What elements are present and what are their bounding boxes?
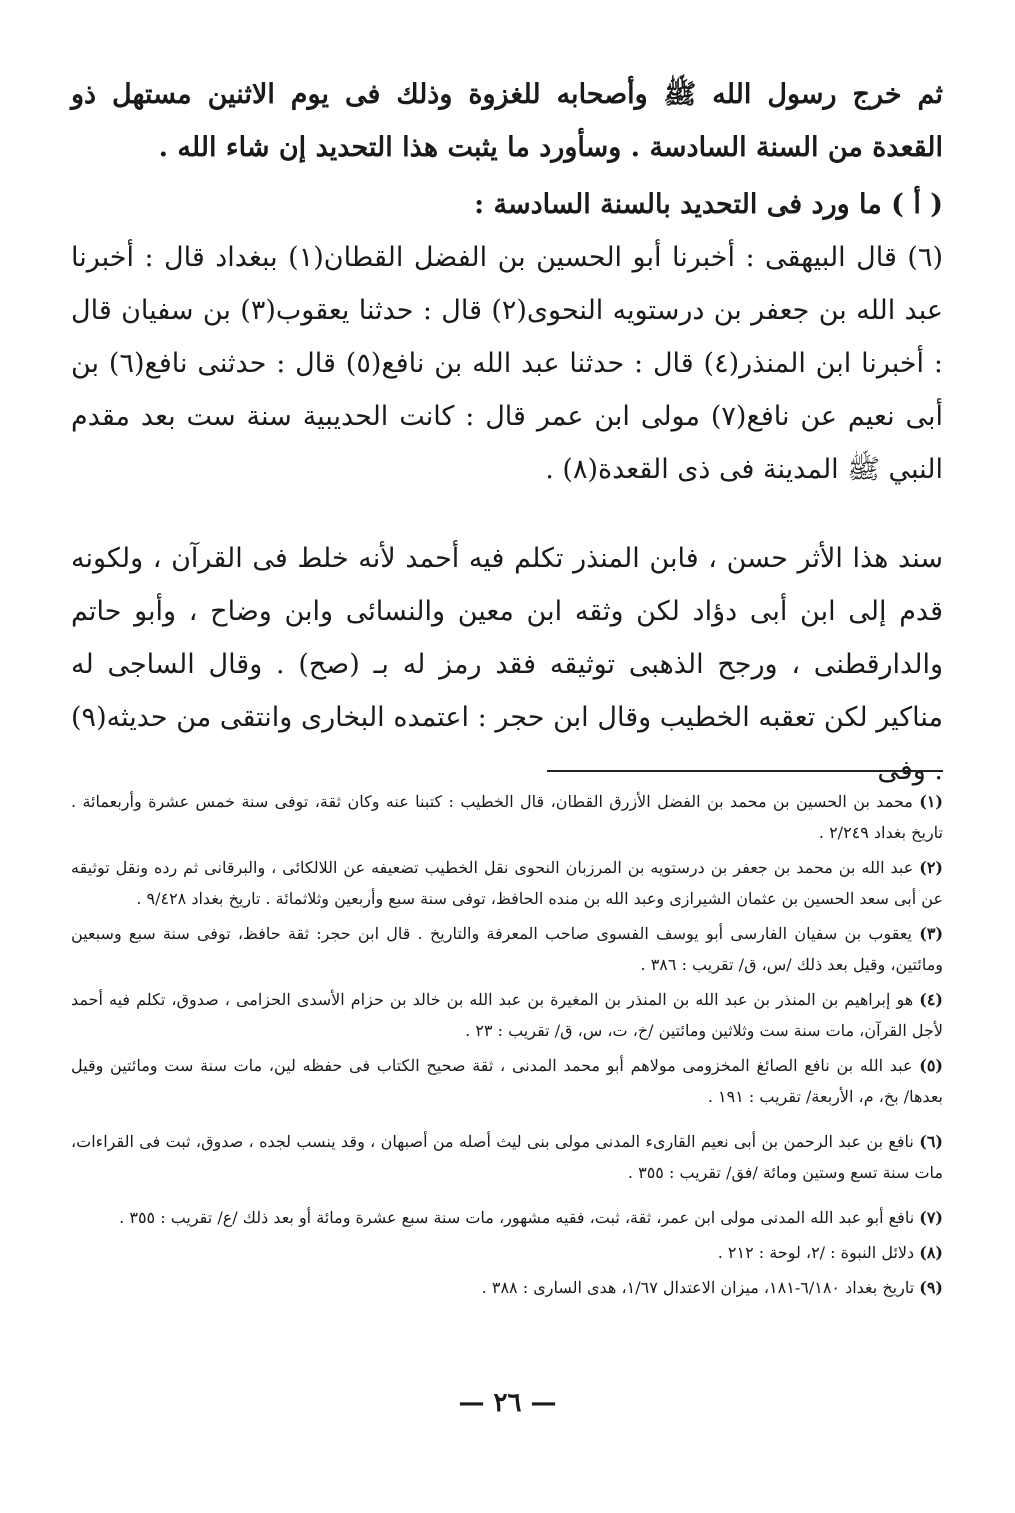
footnote-text: عبد الله بن نافع الصائغ المخزومى مولاهم أبو محمد المدنى ، ثقة صحيح الكتاب فى حفظه لين، مات سنة ست ومائتين وقيل بعدها/ بخ، م، الأربعة/ تقريب : ١٩١ . <box>71 1056 943 1106</box>
footnote-number: (٩) <box>919 1278 943 1297</box>
footnote-text: محمد بن الحسين بن محمد بن الفضل الأزرق القطان، قال الخطيب : كتبنا عنه وكان ثقة، توفى سنة خمس عشرة وأربعمائة . تاريخ بغداد ٢/٢٤٩ . <box>71 792 943 842</box>
footnote-text: نافع بن عبد الرحمن بن أبى نعيم القارىء المدنى مولى بنى ليث أصله من أصبهان ، وقد ينسب لجده ، صدوق، ثبت فى القراءات، مات سنة تسع وستين ومائة /فق/ تقريب : ٣٥٥ . <box>71 1132 943 1182</box>
footnote-text: دلائل النبوة : /٢، لوحة : ٢١٢ . <box>717 1243 915 1262</box>
footnote-7 <box>71 1202 943 1233</box>
footnote-number: (٨) <box>919 1243 943 1262</box>
footnote-number: (٤) <box>919 990 943 1009</box>
footnote-text: هو إبراهيم بن المنذر بن عبد الله بن المنذر بن المغيرة بن عبد الله بن خالد بن حزام الأسدى الحزامى ، صدوق، تكلم فيه أحمد لأجل القرآن، مات سنة ست وثلاثين ومائتين /خ، ت، س، ق/ تقريب : ٢٣ . <box>71 990 943 1040</box>
footnote-number: (٢) <box>919 858 943 877</box>
footnote-4 <box>71 984 943 1046</box>
footnote-text: تاريخ بغداد ٦/١٨٠-١٨١، ميزان الاعتدال ١/٦٧، هدى السارى : ٣٨٨ . <box>481 1278 915 1297</box>
footnote-number: (١) <box>919 792 943 811</box>
footnote-divider <box>547 770 943 772</box>
narration-paragraph: (٦) قال البيهقى : أخبرنا أبو الحسين بن الفضل القطان(١) ببغداد قال : أخبرنا عبد الله بن جعفر بن درستويه النحوى(٢) قال : حدثنا يعقوب(٣) بن سفيان قال : أخبرنا ابن المنذر(٤) قال : حدثنا عبد الله بن نافع(٥) قال : حدثنى نافع(٦) بن أبى نعيم عن نافع(٧) مولى ابن عمر قال : كانت الحديبية سنة ست بعد مقدم النبي ﷺ المدينة فى ذى القعدة(٨) . <box>71 242 944 485</box>
footnote-number: (٦) <box>919 1132 943 1151</box>
footnotes <box>71 786 943 1307</box>
footnote-text: نافع أبو عبد الله المدنى مولى ابن عمر، ثقة، ثبت، فقيه مشهور، مات سنة سبع عشرة ومائة أو بعد ذلك /ع/ تقريب : ٣٥٥ . <box>119 1208 915 1227</box>
footnote-text: يعقوب بن سفيان الفارسى أبو يوسف الفسوى صاحب المعرفة والتاريخ . قال ابن حجر: ثقة حافظ، توفى سنة سبع وسبعين ومائتين، وقيل بعد ذلك /س، ق/ تقريب : ٣٨٦ . <box>71 924 943 974</box>
intro-paragraph: ثم خرج رسول الله ﷺ وأصحابه للغزوة وذلك فى يوم الاثنين مستهل ذو القعدة من السنة السادسة . وسأورد ما يثبت هذا التحديد إن شاء الله . <box>71 79 943 163</box>
commentary-paragraph: سند هذا الأثر حسن ، فابن المنذر تكلم فيه أحمد لأنه خلط فى القرآن ، ولكونه قدم إلى ابن أبى دؤاد لكن وثقه ابن معين والنسائى وابن وضاح ، وأبو حاتم والدارقطنى ، ورجح الذهبى توثيقه فقد رمز له بـ (صح) . وقال الساجى له مناكير لكن تعقبه الخطيب وقال ابن حجر : اعتمده البخارى وانتقى من حديثه(٩) . وفى <box>71 543 943 786</box>
footnote-number: (٣) <box>919 924 944 943</box>
footnote-3 <box>71 918 943 980</box>
main-text <box>71 68 943 797</box>
footnote-number: (٥) <box>919 1056 943 1075</box>
footnote-2 <box>71 852 943 914</box>
footnote-8 <box>71 1237 943 1268</box>
footnote-number: (٧) <box>919 1208 943 1227</box>
footnote-6 <box>71 1126 943 1188</box>
page-number: — ٢٦ — <box>458 1388 557 1418</box>
footnote-text: عبد الله بن محمد بن جعفر بن درستويه بن المرزبان النحوى نقل الخطيب تضعيفه عن اللالكائى ، والبرقانى ثم رده ونقل توثيقه عن أبى سعد الحسين بن عثمان الشيرازى وعبد الله بن منده الحافظ، توفى سنة سبع وأربعين وثلاثمائة . تاريخ بغداد ٩/٤٢٨ . <box>71 858 943 908</box>
section-heading: ( أ ) ما ورد فى التحديد بالسنة السادسة : <box>474 189 943 220</box>
footnote-9 <box>71 1272 943 1303</box>
footnote-1 <box>71 786 943 848</box>
footnote-5 <box>71 1050 943 1112</box>
